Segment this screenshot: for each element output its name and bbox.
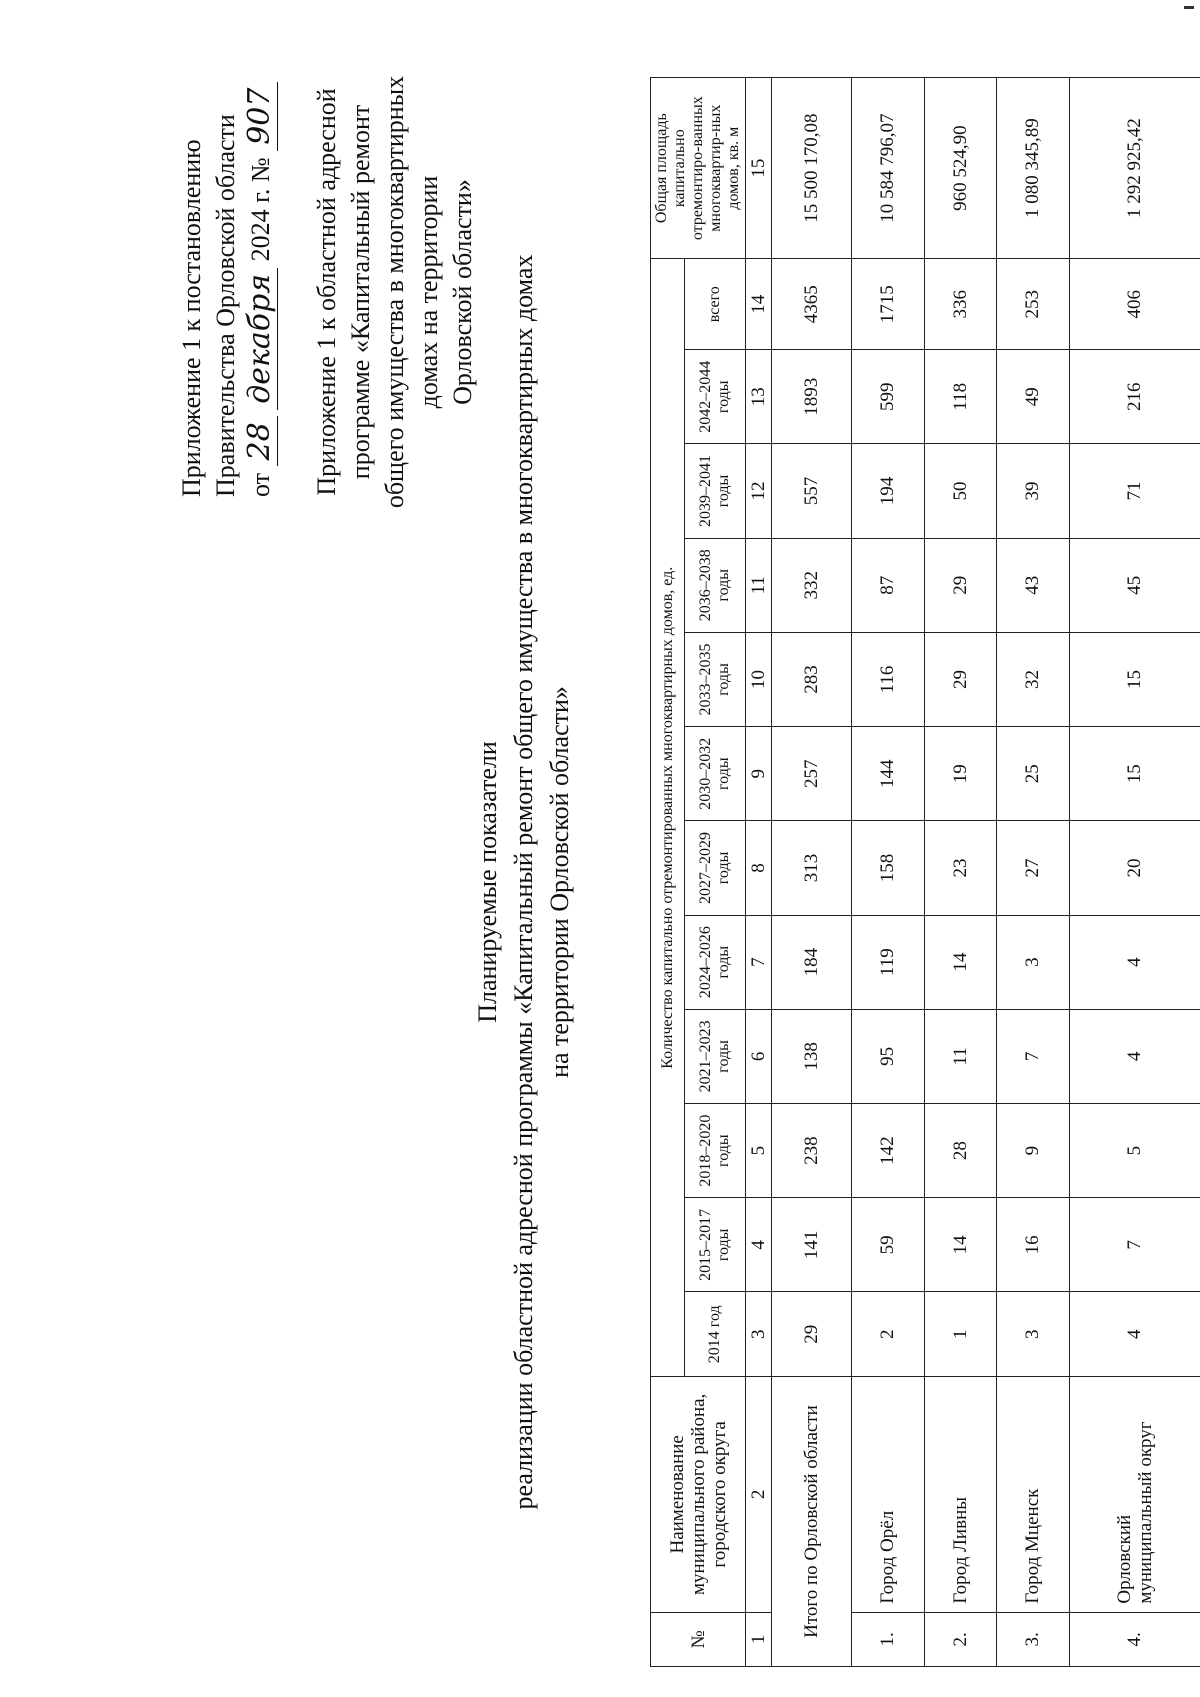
header-area: Общая площадь капитально отремонтиро-ванных многоквартир-ных домов, кв. м bbox=[651, 78, 746, 259]
table-cell: 87 bbox=[852, 538, 925, 632]
table-cell: 32 bbox=[997, 632, 1070, 726]
header-num: № bbox=[651, 1612, 746, 1666]
table-cell: 1715 bbox=[852, 259, 925, 350]
column-number: 1 bbox=[746, 1612, 772, 1666]
title-line-1: Планируемые показатели bbox=[473, 741, 502, 1023]
table-cell: 332 bbox=[772, 538, 852, 632]
table-cell: 238 bbox=[772, 1104, 852, 1198]
area-cell: 15 500 170,08 bbox=[772, 78, 852, 259]
table-cell: 28 bbox=[924, 1104, 997, 1198]
table-cell: 3 bbox=[997, 1292, 1070, 1377]
table-cell: 29 bbox=[924, 538, 997, 632]
table-cell: 4365 bbox=[772, 259, 852, 350]
appendix-line-2: программе «Капитальный ремонт bbox=[346, 104, 375, 480]
table-cell: 15 bbox=[1069, 727, 1200, 821]
table-cell: 119 bbox=[852, 915, 925, 1009]
header-name: Наименование муниципального района, городского округа bbox=[651, 1377, 746, 1613]
table-cell: 7 bbox=[997, 1009, 1070, 1103]
column-number: 9 bbox=[746, 727, 772, 821]
column-number: 15 bbox=[746, 78, 772, 259]
table-cell: 7 bbox=[1069, 1198, 1200, 1292]
table-cell: 19 bbox=[924, 727, 997, 821]
column-number: 13 bbox=[746, 350, 772, 444]
appendix-line-1: Приложение 1 к областной адресной bbox=[312, 88, 341, 496]
column-number: 7 bbox=[746, 915, 772, 1009]
table-cell: 3 bbox=[997, 915, 1070, 1009]
table-cell: 1 bbox=[924, 1292, 997, 1377]
row-num: 1. bbox=[852, 1612, 925, 1666]
title-line-3: на территории Орловской области» bbox=[545, 686, 574, 1078]
header-period: 2042–2044 годы bbox=[685, 350, 746, 444]
table-cell: 2 bbox=[852, 1292, 925, 1377]
header-line-1: Приложение 1 к постановлению bbox=[177, 139, 206, 497]
column-number: 5 bbox=[746, 1104, 772, 1198]
table-cell: 59 bbox=[852, 1198, 925, 1292]
table-row bbox=[924, 78, 997, 1667]
table-cell: 45 bbox=[1069, 538, 1200, 632]
table-cell: 116 bbox=[852, 632, 925, 726]
header-period: 2033–2035 годы bbox=[685, 632, 746, 726]
row-name: Орловский муниципальный округ bbox=[1069, 1377, 1200, 1613]
title-line-2: реализации областной адресной программы «Капитальный ремонт общего имущества в многоквартирных домах bbox=[509, 254, 538, 1510]
table-cell: 14 bbox=[924, 1198, 997, 1292]
table-cell: 336 bbox=[924, 259, 997, 350]
area-cell: 1 080 345,89 bbox=[997, 78, 1070, 259]
appendix-line-3: общего имущества в многоквартирных bbox=[380, 75, 409, 509]
table-cell: 158 bbox=[852, 821, 925, 915]
table-cell: 557 bbox=[772, 444, 852, 538]
document-number: 907 bbox=[242, 82, 278, 151]
row-num: 4. bbox=[1069, 1612, 1200, 1666]
date-year: 2024 г. № bbox=[246, 157, 275, 262]
column-number: 2 bbox=[746, 1377, 772, 1613]
table-cell: 1893 bbox=[772, 350, 852, 444]
date-prefix: от bbox=[246, 472, 275, 497]
table-cell: 253 bbox=[997, 259, 1070, 350]
table-cell: 29 bbox=[924, 632, 997, 726]
header-period: 2015–2017 годы bbox=[685, 1198, 746, 1292]
table-cell: 27 bbox=[997, 821, 1070, 915]
column-number: 3 bbox=[746, 1292, 772, 1377]
column-number: 11 bbox=[746, 538, 772, 632]
header-period: 2014 год bbox=[685, 1292, 746, 1377]
header-period: 2030–2032 годы bbox=[685, 727, 746, 821]
date-month: декабря bbox=[242, 268, 278, 410]
area-cell: 1 292 925,42 bbox=[1069, 78, 1200, 259]
appendix-line-4: домах на территории bbox=[414, 175, 443, 409]
header-period: 2039–2041 годы bbox=[685, 444, 746, 538]
table-cell: 16 bbox=[997, 1198, 1070, 1292]
header-period: 2036–2038 годы bbox=[685, 538, 746, 632]
header-period-total: всего bbox=[685, 259, 746, 350]
table-cell: 142 bbox=[852, 1104, 925, 1198]
table-row bbox=[1069, 78, 1200, 1667]
table-cell: 4 bbox=[1069, 915, 1200, 1009]
appendix-line-5: Орловской области» bbox=[448, 179, 477, 405]
indicators-table bbox=[650, 77, 1200, 1667]
header-line-2: Правительства Орловской области bbox=[211, 114, 240, 497]
table-cell: 5 bbox=[1069, 1104, 1200, 1198]
table-cell: 257 bbox=[772, 727, 852, 821]
header-period: 2027–2029 годы bbox=[685, 821, 746, 915]
area-cell: 960 524,90 bbox=[924, 78, 997, 259]
table-cell: 49 bbox=[997, 350, 1070, 444]
table-cell: 25 bbox=[997, 727, 1070, 821]
header-count-group: Количество капитально отремонтированных многоквартирных домов, ед. bbox=[651, 259, 685, 1377]
table-cell: 406 bbox=[1069, 259, 1200, 350]
total-row bbox=[772, 78, 852, 1667]
table-cell: 194 bbox=[852, 444, 925, 538]
table-cell: 43 bbox=[997, 538, 1070, 632]
table-cell: 39 bbox=[997, 444, 1070, 538]
table-cell: 9 bbox=[997, 1104, 1070, 1198]
resolution-header bbox=[175, 67, 278, 497]
table-cell: 283 bbox=[772, 632, 852, 726]
row-name: Город Орёл bbox=[852, 1377, 925, 1613]
table-cell: 95 bbox=[852, 1009, 925, 1103]
table-cell: 14 bbox=[924, 915, 997, 1009]
table-row bbox=[997, 78, 1070, 1667]
table-cell: 50 bbox=[924, 444, 997, 538]
column-number: 14 bbox=[746, 259, 772, 350]
table-cell: 15 bbox=[1069, 632, 1200, 726]
row-num: 2. bbox=[924, 1612, 997, 1666]
program-appendix-header bbox=[310, 72, 480, 512]
row-num: 3. bbox=[997, 1612, 1070, 1666]
table-cell: 11 bbox=[924, 1009, 997, 1103]
table-row bbox=[852, 78, 925, 1667]
column-number: 6 bbox=[746, 1009, 772, 1103]
table-cell: 23 bbox=[924, 821, 997, 915]
header-period: 2024–2026 годы bbox=[685, 915, 746, 1009]
column-number: 12 bbox=[746, 444, 772, 538]
column-number: 4 bbox=[746, 1198, 772, 1292]
table-cell: 138 bbox=[772, 1009, 852, 1103]
column-number-row bbox=[746, 78, 772, 1667]
table-cell: 184 bbox=[772, 915, 852, 1009]
header-period: 2018–2020 годы bbox=[685, 1104, 746, 1198]
table-cell: 20 bbox=[1069, 821, 1200, 915]
table-cell: 144 bbox=[852, 727, 925, 821]
column-number: 8 bbox=[746, 821, 772, 915]
header-period: 2021–2023 годы bbox=[685, 1009, 746, 1103]
table-cell: 313 bbox=[772, 821, 852, 915]
table-cell: 599 bbox=[852, 350, 925, 444]
table-cell: 71 bbox=[1069, 444, 1200, 538]
header-row-top bbox=[651, 78, 685, 1667]
table-cell: 141 bbox=[772, 1198, 852, 1292]
table-cell: 118 bbox=[924, 350, 997, 444]
table-cell: 29 bbox=[772, 1292, 852, 1377]
table-cell: 4 bbox=[1069, 1292, 1200, 1377]
table-cell: 4 bbox=[1069, 1009, 1200, 1103]
area-cell: 10 584 796,07 bbox=[852, 78, 925, 259]
table-cell: 216 bbox=[1069, 350, 1200, 444]
row-name: Город Мценск bbox=[997, 1377, 1070, 1613]
column-number: 10 bbox=[746, 632, 772, 726]
total-label: Итого по Орловской области bbox=[772, 1377, 852, 1667]
document-title bbox=[470, 147, 578, 1617]
row-name: Город Ливны bbox=[924, 1377, 997, 1613]
date-day: 28 bbox=[242, 416, 278, 466]
header-date-line bbox=[243, 67, 278, 497]
